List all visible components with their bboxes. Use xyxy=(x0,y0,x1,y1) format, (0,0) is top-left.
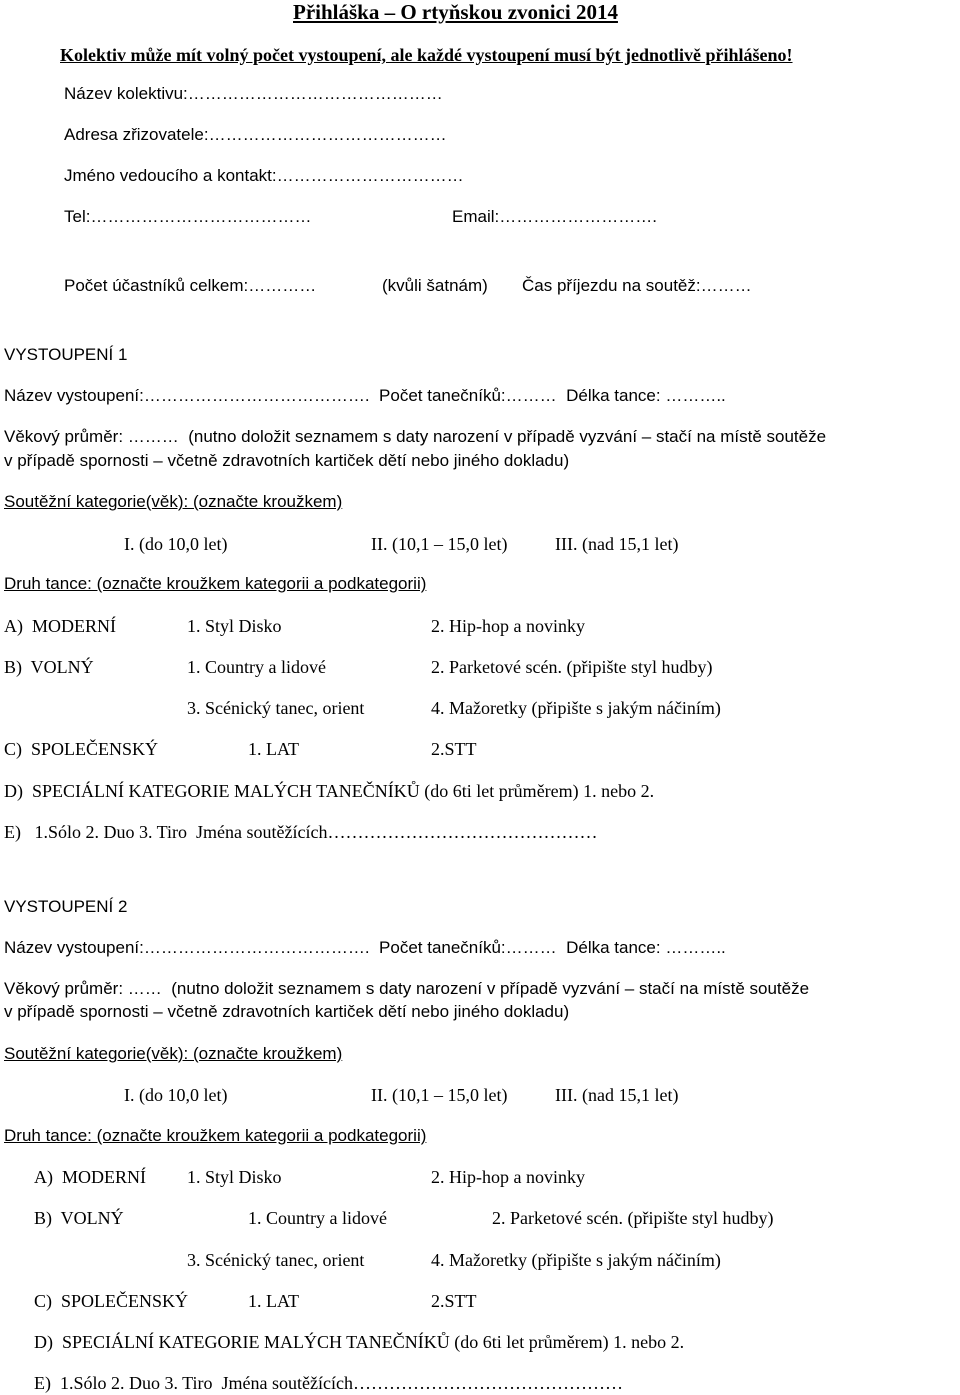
performance-2-b-opt-2[interactable]: 2. Parketové scén. (připište styl hudby) xyxy=(492,1208,774,1228)
performance-1-b-opt-2[interactable]: 2. Parketové scén. (připište styl hudby) xyxy=(431,657,713,677)
performance-2-cat-3[interactable]: III. (nad 15,1 let) xyxy=(555,1085,679,1105)
performance-2-c-label[interactable]: C) SPOLEČENSKÝ xyxy=(34,1291,189,1311)
performance-2-c-opt-1[interactable]: 1. LAT xyxy=(248,1291,299,1311)
performance-1-name-row[interactable]: Název vystoupení:…………………………………. Počet tanečníků:……… Délka tance: ……….. xyxy=(4,386,726,405)
performance-1-heading: VYSTOUPENÍ 1 xyxy=(4,345,128,364)
performance-2-a-opt-2[interactable]: 2. Hip-hop a novinky xyxy=(431,1167,585,1187)
performance-2-c-opt-2[interactable]: 2.STT xyxy=(431,1291,477,1311)
participants-field[interactable]: Počet účastníků celkem:………… xyxy=(64,276,317,295)
page-title: Přihláška – O rtyňskou zvonici 2014 xyxy=(293,0,618,24)
performance-1-d-row[interactable]: D) SPECIÁLNÍ KATEGORIE MALÝCH TANEČNÍKŮ (do 6ti let průměrem) 1. nebo 2. xyxy=(4,781,655,801)
notice-text: Kolektiv může mít volný počet vystoupení, ale každé vystoupení musí být jednotlivě přihlášeno! xyxy=(60,45,793,65)
performance-2-heading: VYSTOUPENÍ 2 xyxy=(4,897,128,916)
performance-1-cat-1[interactable]: I. (do 10,0 let) xyxy=(124,534,228,554)
email-field[interactable]: Email:………………………. xyxy=(452,207,657,226)
performance-1-a-opt-1[interactable]: 1. Styl Disko xyxy=(187,616,282,636)
performance-1-c-opt-2[interactable]: 2.STT xyxy=(431,739,477,759)
leader-contact-field[interactable]: Jméno vedoucího a kontakt:…………………………… xyxy=(64,166,464,185)
performance-1-age-note: v případě spornosti – včetně zdravotních kartiček dětí nebo jiného dokladu) xyxy=(4,451,570,470)
performance-1-e-row[interactable]: E) 1.Sólo 2. Duo 3. Tiro Jména soutěžících……………………………………… xyxy=(4,822,598,842)
founder-address-field[interactable]: Adresa zřizovatele:…………………………………… xyxy=(64,125,447,144)
performance-1-b-opt-3[interactable]: 3. Scénický tanec, orient xyxy=(187,698,365,718)
performance-2-dance-heading: Druh tance: (označte kroužkem kategorii a podkategorii) xyxy=(4,1126,427,1145)
performance-2-age-row[interactable]: Věkový průměr: …… (nutno doložit seznamem s daty narození v případě vyzvání – stačí na místě soutěže xyxy=(4,979,810,998)
performance-2-b-opt-3[interactable]: 3. Scénický tanec, orient xyxy=(187,1250,365,1270)
performance-2-category-heading: Soutěžní kategorie(věk): (označte kroužkem) xyxy=(4,1044,343,1063)
performance-1-c-opt-1[interactable]: 1. LAT xyxy=(248,739,299,759)
arrival-time-field[interactable]: Čas příjezdu na soutěž:……… xyxy=(522,276,752,295)
performance-2-e-row[interactable]: E) 1.Sólo 2. Duo 3. Tiro Jména soutěžících……………………………………… xyxy=(34,1373,623,1393)
performance-1-cat-2[interactable]: II. (10,1 – 15,0 let) xyxy=(371,534,508,554)
performance-1-c-label[interactable]: C) SPOLEČENSKÝ xyxy=(4,739,159,759)
participants-note: (kvůli šatnám) xyxy=(382,276,488,295)
performance-2-b-label[interactable]: B) VOLNÝ xyxy=(34,1208,124,1228)
performance-1-b-opt-1[interactable]: 1. Country a lidové xyxy=(187,657,326,677)
performance-2-d-row[interactable]: D) SPECIÁLNÍ KATEGORIE MALÝCH TANEČNÍKŮ (do 6ti let průměrem) 1. nebo 2. xyxy=(34,1332,685,1352)
performance-2-b-opt-4[interactable]: 4. Mažoretky (připište s jakým náčiním) xyxy=(431,1250,721,1270)
performance-2-b-opt-1[interactable]: 1. Country a lidové xyxy=(248,1208,387,1228)
performance-1-age-row[interactable]: Věkový průměr: ……… (nutno doložit seznamem s daty narození v případě vyzvání – stačí na místě soutěže xyxy=(4,427,827,446)
performance-1-b-label[interactable]: B) VOLNÝ xyxy=(4,657,94,677)
performance-2-cat-1[interactable]: I. (do 10,0 let) xyxy=(124,1085,228,1105)
performance-1-category-heading: Soutěžní kategorie(věk): (označte kroužkem) xyxy=(4,492,343,511)
performance-2-a-label[interactable]: A) MODERNÍ xyxy=(34,1167,146,1187)
performance-1-a-opt-2[interactable]: 2. Hip-hop a novinky xyxy=(431,616,585,636)
collective-name-field[interactable]: Název kolektivu:……………………………………… xyxy=(64,84,443,103)
performance-1-b-opt-4[interactable]: 4. Mažoretky (připište s jakým náčiním) xyxy=(431,698,721,718)
performance-1-a-label[interactable]: A) MODERNÍ xyxy=(4,616,116,636)
performance-2-a-opt-1[interactable]: 1. Styl Disko xyxy=(187,1167,282,1187)
tel-field[interactable]: Tel:………………………………… xyxy=(64,207,312,226)
performance-2-cat-2[interactable]: II. (10,1 – 15,0 let) xyxy=(371,1085,508,1105)
performance-2-age-note: v případě spornosti – včetně zdravotních kartiček dětí nebo jiného dokladu) xyxy=(4,1002,570,1021)
performance-1-dance-heading: Druh tance: (označte kroužkem kategorii a podkategorii) xyxy=(4,574,427,593)
performance-1-cat-3[interactable]: III. (nad 15,1 let) xyxy=(555,534,679,554)
performance-2-name-row[interactable]: Název vystoupení:…………………………………. Počet tanečníků:……… Délka tance: ……….. xyxy=(4,938,726,957)
